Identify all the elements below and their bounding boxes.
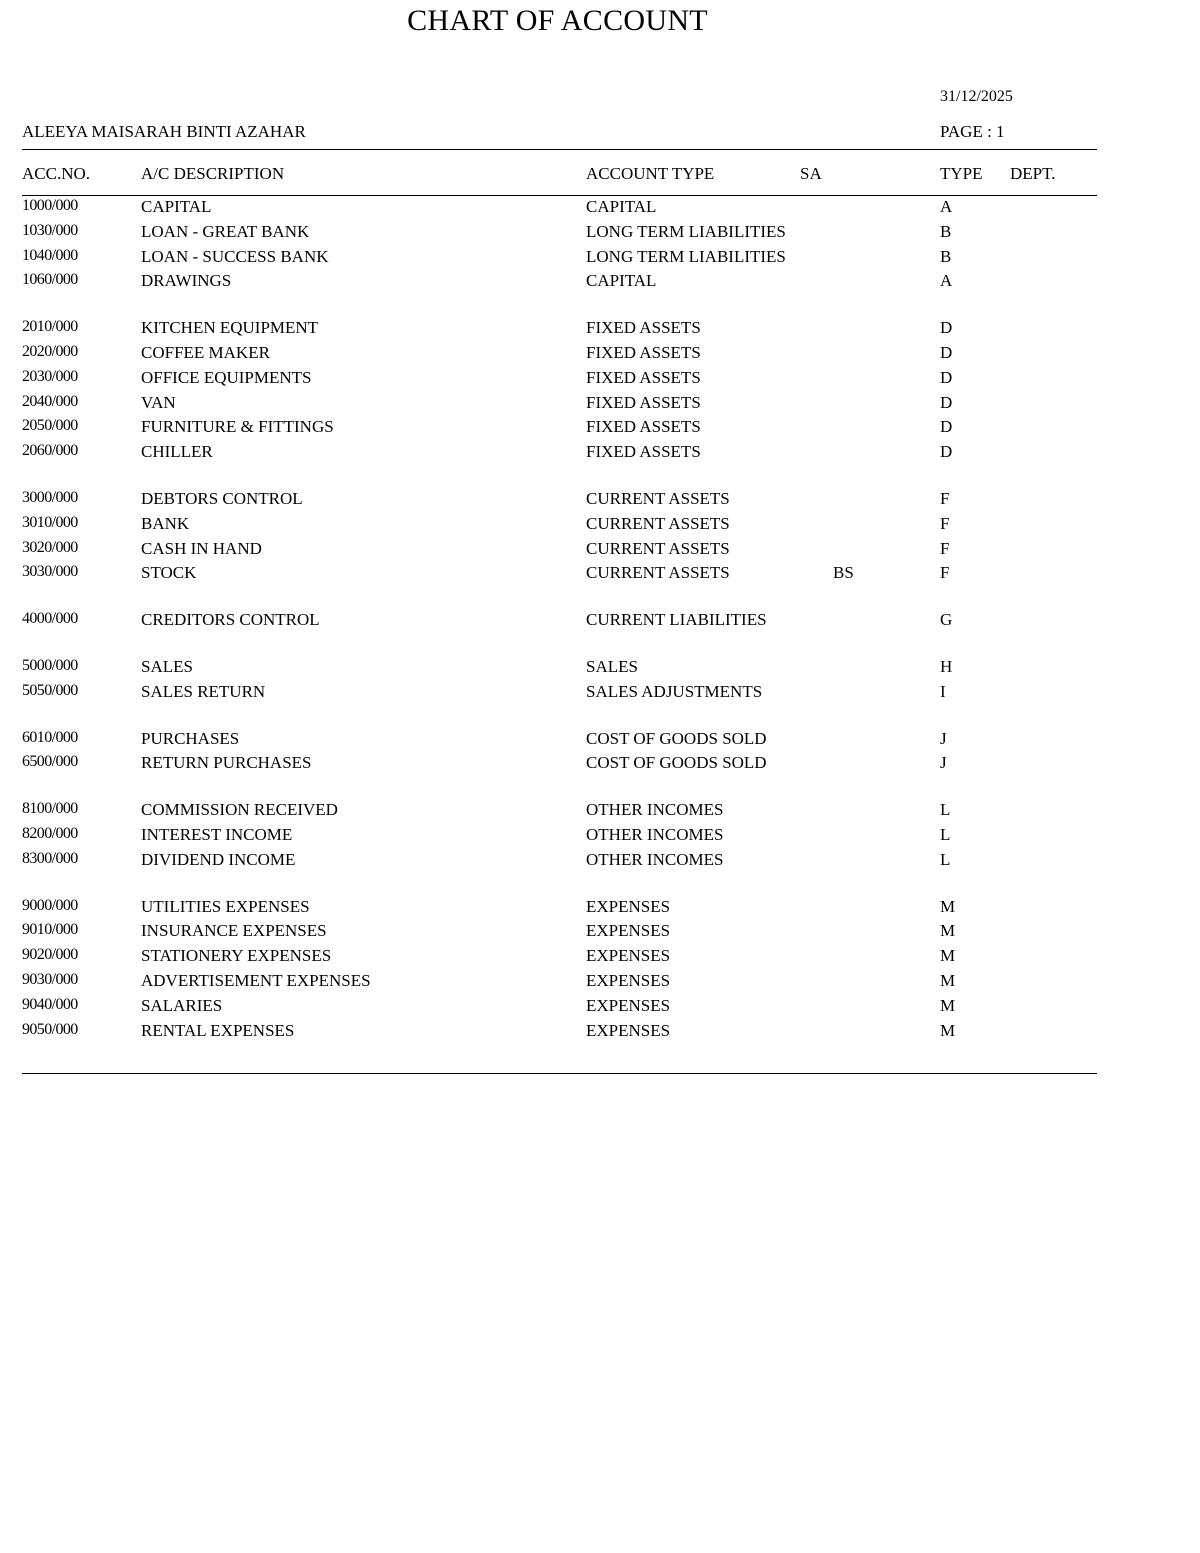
account-number: 8300/000	[22, 849, 78, 867]
account-type: FIXED ASSETS	[586, 417, 701, 437]
account-number: 3030/000	[22, 563, 78, 581]
account-description: PURCHASES	[141, 728, 240, 748]
table-row	[0, 512, 1200, 537]
table-row	[0, 537, 1200, 562]
column-header-type: TYPE	[940, 164, 983, 183]
account-number: 5050/000	[22, 681, 78, 699]
account-number: 1040/000	[22, 246, 78, 264]
table-row	[0, 848, 1200, 873]
account-description: OFFICE EQUIPMENTS	[141, 367, 312, 387]
table-row	[0, 969, 1200, 994]
table-row	[0, 341, 1200, 366]
account-type-code: H	[940, 656, 953, 676]
column-header-acc-no: ACC.NO.	[22, 164, 91, 183]
account-type-code: F	[940, 488, 950, 508]
account-number: 6500/000	[22, 753, 78, 771]
table-row	[0, 751, 1200, 776]
account-description: ADVERTISEMENT EXPENSES	[141, 970, 371, 990]
account-type-code: L	[940, 824, 951, 844]
account-type: OTHER INCOMES	[586, 800, 724, 820]
account-number: 1060/000	[22, 271, 78, 289]
account-type-code: D	[940, 367, 953, 387]
bottom-divider	[22, 1073, 1097, 1074]
account-number: 1030/000	[22, 221, 78, 239]
account-number: 8200/000	[22, 824, 78, 842]
account-group	[0, 487, 1200, 586]
table-row	[0, 895, 1200, 920]
column-header-dept: DEPT.	[1010, 164, 1056, 183]
account-type-code: I	[940, 681, 946, 701]
table-row	[0, 440, 1200, 465]
account-description: CAPITAL	[141, 197, 212, 216]
account-type-code: J	[940, 753, 947, 773]
account-type: LONG TERM LIABILITIES	[586, 246, 786, 266]
account-type: SALES	[586, 656, 638, 676]
account-type-code: J	[940, 728, 947, 748]
account-description: RETURN PURCHASES	[141, 753, 312, 773]
account-number: 3010/000	[22, 513, 78, 531]
account-number: 9050/000	[22, 1020, 78, 1038]
account-type: CURRENT ASSETS	[586, 563, 730, 583]
table-row	[0, 944, 1200, 969]
account-number: 9040/000	[22, 995, 78, 1013]
account-description: INTEREST INCOME	[141, 824, 293, 844]
table-row	[0, 366, 1200, 391]
account-group	[0, 195, 1200, 294]
table-row	[0, 195, 1200, 220]
table-row	[0, 391, 1200, 416]
account-description: STATIONERY EXPENSES	[141, 946, 332, 966]
account-number: 2010/000	[22, 318, 78, 336]
account-group	[0, 655, 1200, 705]
account-type: LONG TERM LIABILITIES	[586, 221, 786, 241]
account-type: CAPITAL	[586, 271, 657, 291]
account-description: UTILITIES EXPENSES	[141, 896, 310, 916]
account-group	[0, 798, 1200, 872]
table-row	[0, 655, 1200, 680]
account-type-code: L	[940, 849, 951, 869]
account-group	[0, 895, 1200, 1044]
account-description: DIVIDEND INCOME	[141, 849, 296, 869]
account-type: FIXED ASSETS	[586, 442, 701, 462]
account-type-code: D	[940, 417, 953, 437]
account-type: CURRENT LIABILITIES	[586, 610, 767, 630]
account-type: FIXED ASSETS	[586, 318, 701, 338]
account-type: EXPENSES	[586, 946, 671, 966]
account-type-code: M	[940, 995, 956, 1015]
account-description: DEBTORS CONTROL	[141, 488, 303, 508]
account-type: COST OF GOODS SOLD	[586, 753, 767, 773]
account-description: SALES RETURN	[141, 681, 266, 701]
column-header-description: A/C DESCRIPTION	[141, 164, 285, 183]
account-number: 2050/000	[22, 417, 78, 435]
account-type-code: M	[940, 921, 956, 941]
account-type-code: F	[940, 538, 950, 558]
account-number: 9030/000	[22, 970, 78, 988]
account-type-code: A	[940, 271, 953, 291]
account-number: 9010/000	[22, 921, 78, 939]
account-description: CREDITORS CONTROL	[141, 610, 320, 630]
account-type-code: F	[940, 563, 950, 583]
table-row	[0, 245, 1200, 270]
table-row	[0, 561, 1200, 586]
account-type: EXPENSES	[586, 921, 671, 941]
account-description: KITCHEN EQUIPMENT	[141, 318, 319, 338]
account-type: CURRENT ASSETS	[586, 513, 730, 533]
account-description: BANK	[141, 513, 190, 533]
table-row	[0, 798, 1200, 823]
table-row	[0, 487, 1200, 512]
table-row	[0, 220, 1200, 245]
accounts-table	[0, 195, 1200, 1065]
account-type: FIXED ASSETS	[586, 342, 701, 362]
account-type: COST OF GOODS SOLD	[586, 728, 767, 748]
account-type-code: D	[940, 318, 953, 338]
account-number: 5000/000	[22, 656, 78, 674]
account-description: LOAN - GREAT BANK	[141, 221, 310, 241]
account-number: 9000/000	[22, 896, 78, 914]
account-type-code: D	[940, 392, 953, 412]
account-description: SALARIES	[141, 995, 223, 1015]
account-type-code: B	[940, 246, 952, 266]
account-type: FIXED ASSETS	[586, 392, 701, 412]
account-type: FIXED ASSETS	[586, 367, 701, 387]
account-type: CURRENT ASSETS	[586, 538, 730, 558]
account-description: FURNITURE & FITTINGS	[141, 417, 334, 437]
account-number: 2020/000	[22, 342, 78, 360]
account-type: SALES ADJUSTMENTS	[586, 681, 763, 701]
account-type-code: G	[940, 610, 953, 630]
account-type-code: B	[940, 221, 952, 241]
account-number: 2040/000	[22, 392, 78, 410]
account-type-code: M	[940, 1020, 956, 1040]
account-number: 6010/000	[22, 728, 78, 746]
account-description: CHILLER	[141, 442, 213, 462]
account-number: 8100/000	[22, 800, 78, 818]
column-header-account-type: ACCOUNT TYPE	[586, 164, 715, 183]
table-row	[0, 316, 1200, 341]
account-number: 1000/000	[22, 197, 78, 214]
account-group	[0, 608, 1200, 633]
company-name: ALEEYA MAISARAH BINTI AZAHAR	[22, 122, 306, 141]
account-type: OTHER INCOMES	[586, 849, 724, 869]
account-type: EXPENSES	[586, 995, 671, 1015]
account-number: 2030/000	[22, 367, 78, 385]
account-sa: BS	[833, 563, 854, 583]
account-description: INSURANCE EXPENSES	[141, 921, 327, 941]
top-divider	[22, 149, 1097, 150]
account-description: STOCK	[141, 563, 197, 583]
table-row	[0, 680, 1200, 705]
column-header-sa: SA	[800, 164, 822, 183]
table-row	[0, 269, 1200, 294]
account-type-code: D	[940, 442, 953, 462]
account-type: EXPENSES	[586, 970, 671, 990]
account-type: EXPENSES	[586, 1020, 671, 1040]
account-number: 9020/000	[22, 946, 78, 964]
account-type: EXPENSES	[586, 896, 671, 916]
account-type-code: M	[940, 896, 956, 916]
account-type-code: F	[940, 513, 950, 533]
account-description: VAN	[141, 392, 176, 412]
table-row	[0, 1019, 1200, 1044]
account-type-code: L	[940, 800, 951, 820]
account-type-code: A	[940, 197, 953, 216]
account-type: CAPITAL	[586, 197, 657, 216]
account-description: COFFEE MAKER	[141, 342, 270, 362]
table-row	[0, 415, 1200, 440]
table-row	[0, 608, 1200, 633]
account-description: CASH IN HAND	[141, 538, 262, 558]
account-description: LOAN - SUCCESS BANK	[141, 246, 329, 266]
account-number: 2060/000	[22, 442, 78, 460]
account-number: 4000/000	[22, 610, 78, 628]
account-type-code: D	[940, 342, 953, 362]
table-row	[0, 727, 1200, 752]
table-row	[0, 919, 1200, 944]
account-description: RENTAL EXPENSES	[141, 1020, 295, 1040]
account-type: CURRENT ASSETS	[586, 488, 730, 508]
account-description: DRAWINGS	[141, 271, 232, 291]
account-type-code: M	[940, 970, 956, 990]
account-type-code: M	[940, 946, 956, 966]
account-description: SALES	[141, 656, 193, 676]
account-type: OTHER INCOMES	[586, 824, 724, 844]
account-number: 3000/000	[22, 488, 78, 506]
page-number: PAGE : 1	[940, 122, 1005, 141]
account-group	[0, 316, 1200, 465]
report-date: 31/12/2025	[940, 88, 1013, 105]
table-row	[0, 994, 1200, 1019]
account-number: 3020/000	[22, 538, 78, 556]
account-description: COMMISSION RECEIVED	[141, 800, 338, 820]
report-title: CHART OF ACCOUNT	[407, 4, 708, 37]
table-row	[0, 823, 1200, 848]
account-group	[0, 727, 1200, 777]
